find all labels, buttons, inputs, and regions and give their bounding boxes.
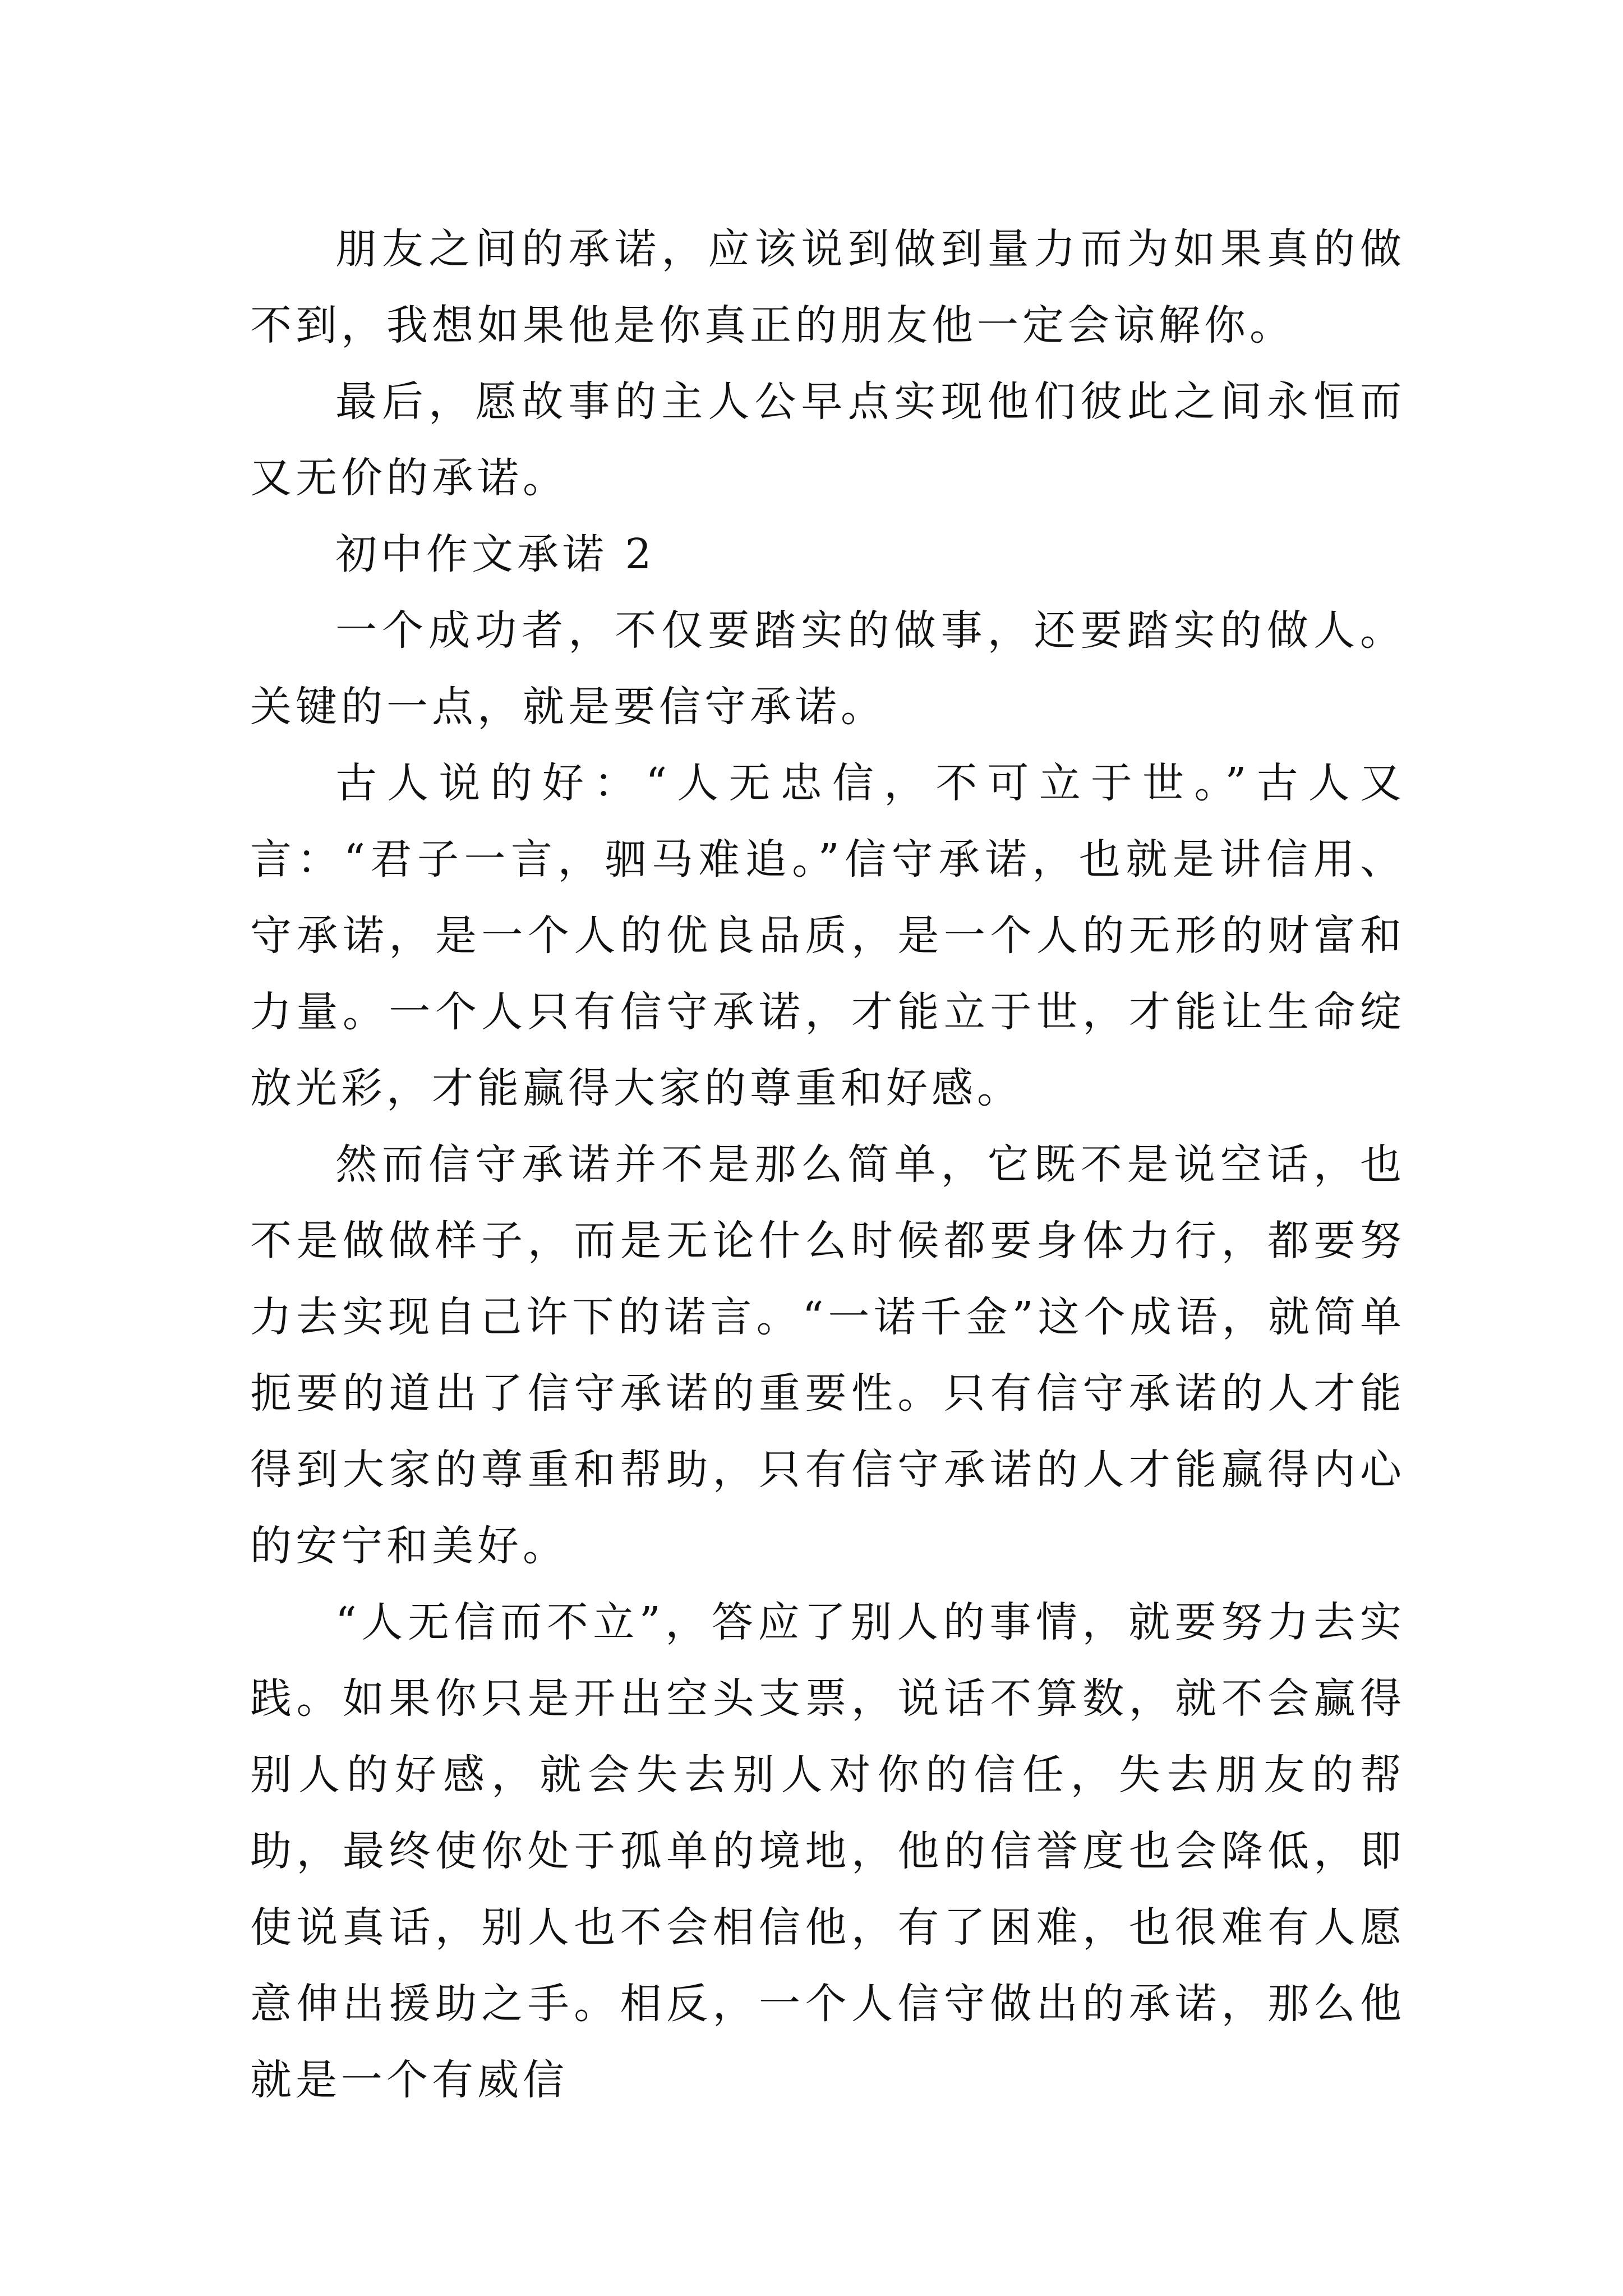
paragraph: 朋友之间的承诺，应该说到做到量力而为如果真的做不到，我想如果他是你真正的朋友他一定会谅解你。 [250, 225, 1405, 349]
section-heading: 初中作文承诺 2 [335, 530, 656, 578]
paragraph: 然而信守承诺并不是那么简单，它既不是说空话，也不是做做样子，而是无论什么时候都要身体力行，都要努力去实现自己许下的诺言。“一诺千金”这个成语，就简单扼要的道出了信守承诺的重要性。只有信守承诺的人才能得到大家的尊重和帮助，只有信守承诺的人才能赢得内心的安宁和美好。 [250, 1140, 1405, 1570]
paragraph: “人无信而不立”，答应了别人的事情，就要努力去实践。如果你只是开出空头支票，说话不算数，就不会赢得别人的好感，就会失去别人对你的信任，失去朋友的帮助，最终使你处于孤单的境地，他的信誉度也会降低，即使说真话，别人也不会相信他，有了困难，也很难有人愿意伸出援助之手。相反，一个人信守做出的承诺，那么他就是一个有威信 [250, 1598, 1405, 2104]
paragraph: 最后，愿故事的主人公早点实现他们彼此之间永恒而又无价的承诺。 [250, 378, 1405, 502]
paragraph: 一个成功者，不仅要踏实的做事，还要踏实的做人。关键的一点，就是要信守承诺。 [250, 606, 1405, 731]
paragraph: 古人说的好：“人无忠信，不可立于世。”古人又言：“君子一言，驷马难追。”信守承诺，也就是讲信用、守承诺，是一个人的优良品质，是一个人的无形的财富和力量。一个人只有信守承诺，才能立于世，才能让生命绽放光彩，才能赢得大家的尊重和好感。 [250, 759, 1405, 1112]
document-body [250, 211, 1405, 2118]
